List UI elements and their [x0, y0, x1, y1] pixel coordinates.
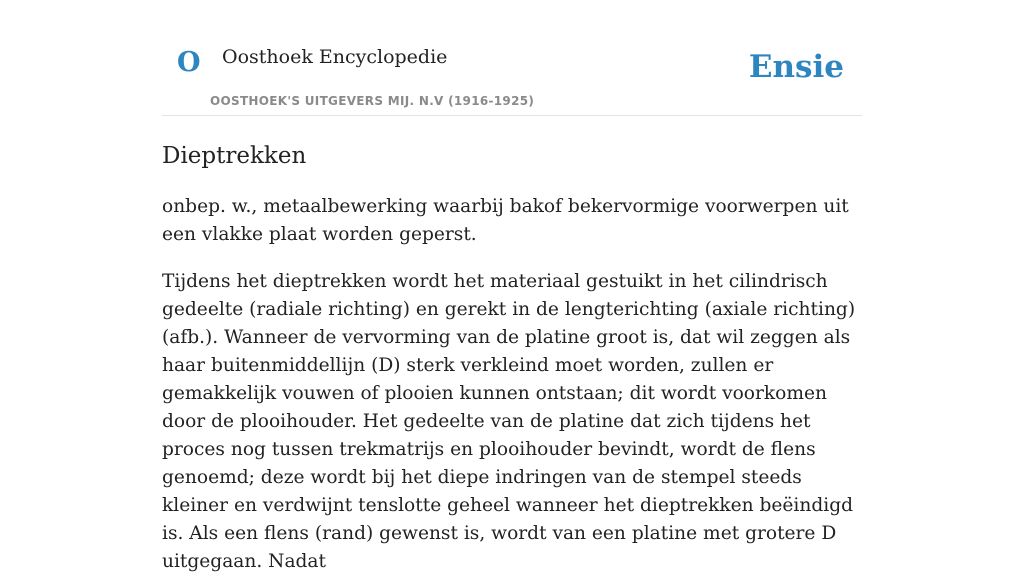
source-title-link[interactable]: Oosthoek Encyclopedie [222, 46, 448, 68]
article-paragraph: Tijdens het dieptrekken wordt het materiaal gestuikt in het cilindrisch gedeelte (radiale richting) en gerekt in de lengterichting (axiale richting) (afb.). Wanneer de vervorming van de platine groot is, dat wil zeggen als haar buitenmiddellijn (D) sterk verkleind moet worden, zullen er gemakkelijk vouwen of plooien kunnen ontstaan; dit wordt voorkomen door de plooihouder. Het gedeelte van de platine dat zich tijdens het proces nog tussen trekmatrijs en plooihouder bevindt, wordt de flens genoemd; deze wordt bij het diepe indringen van de stempel steeds kleiner en verdwijnt tenslotte geheel wanneer het dieptrekken beëindigd is. Als een flens (rand) gewenst is, wordt van een platine met grotere D uitgegaan. Nadat [162, 271, 856, 572]
source-header [162, 0, 862, 116]
source-logo[interactable]: O [177, 47, 201, 78]
source-subtitle: OOSTHOEK'S UITGEVERS MIJ. N.V (1916-1925) [210, 94, 535, 108]
article-paragraph: onbep. w., metaalbewerking waarbij bakof bekervormige voorwerpen uit een vlakke plaat worden geperst. [162, 196, 849, 245]
ensie-logo[interactable]: Ensie [748, 49, 844, 85]
article-title: Dieptrekken [162, 143, 307, 169]
page [162, 0, 862, 576]
